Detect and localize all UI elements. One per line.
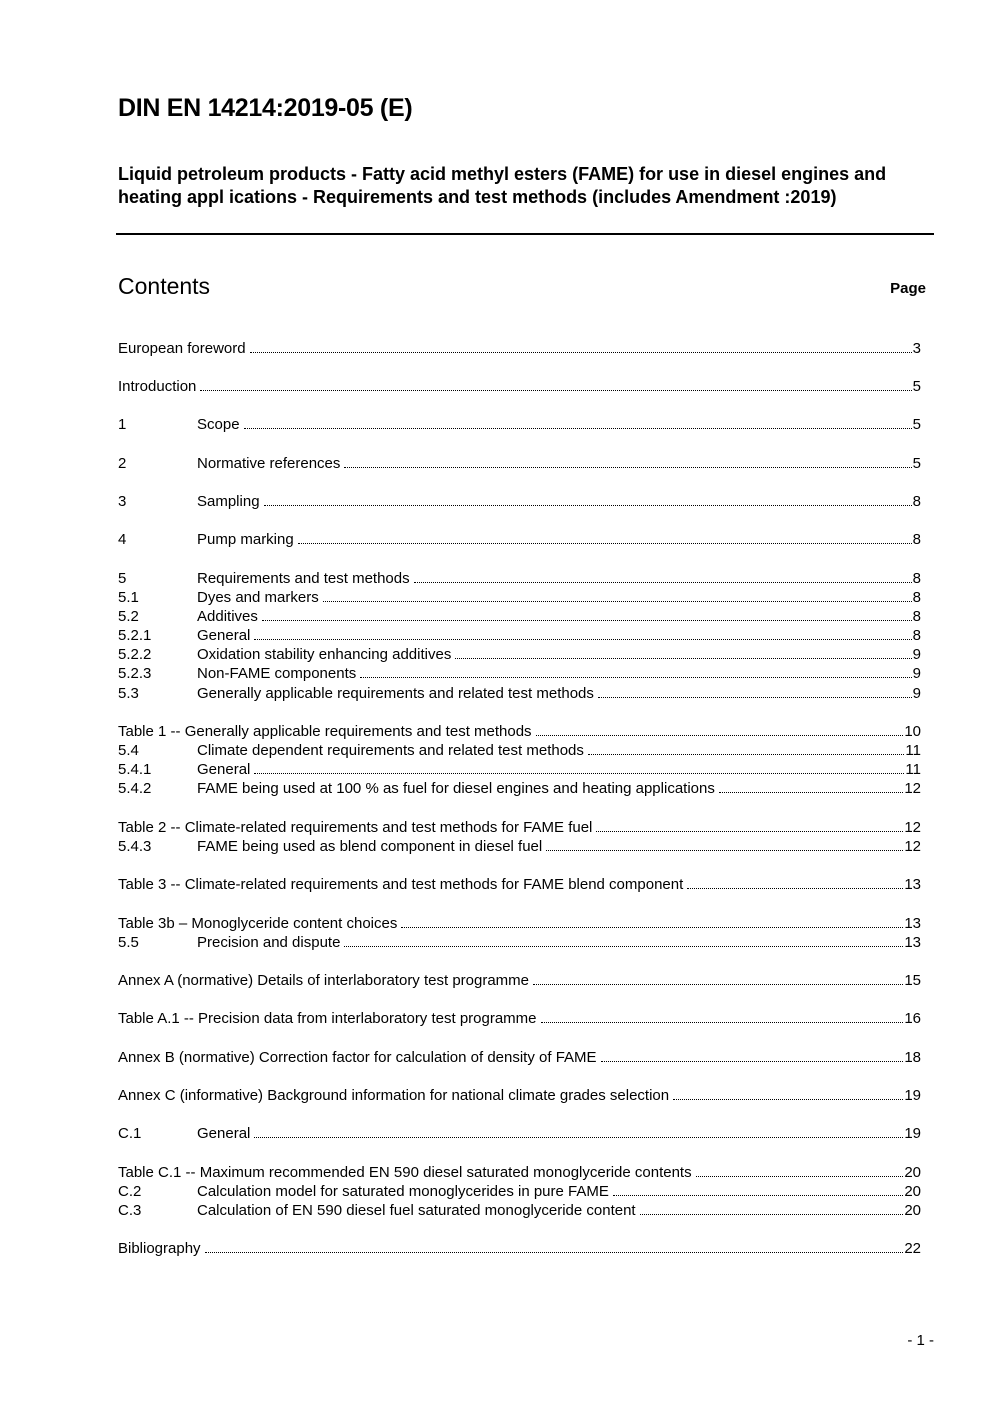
toc-dot-leader	[250, 339, 912, 353]
toc-entry-title: FAME being used at 100 % as fuel for diesel engines and heating applications	[197, 780, 715, 797]
document-title: Liquid petroleum products - Fatty acid methyl esters (FAME) for use in diesel engines and heating appl ications - Requirements and test methods (includes Amendment :2019)	[118, 164, 887, 207]
toc-entry[interactable]	[118, 914, 921, 933]
toc-entry-title: Table 3b – Monoglyceride content choices	[118, 915, 398, 932]
toc-dot-leader	[541, 1009, 904, 1023]
toc-entry-number: 4	[118, 531, 127, 548]
toc-entry[interactable]	[118, 415, 921, 434]
toc-entry-number: 3	[118, 493, 127, 510]
toc-entry-title: General	[197, 761, 251, 778]
toc-entry-page: 11	[905, 761, 921, 778]
toc-dot-leader	[205, 1239, 904, 1253]
toc-entry[interactable]	[118, 492, 921, 511]
toc-entry-title: Scope	[197, 416, 240, 433]
toc-entry-number: 5.2.3	[118, 665, 152, 682]
toc-entry-title: General	[197, 1125, 251, 1142]
toc-dot-leader	[588, 741, 905, 755]
toc-entry-number: 5.2.2	[118, 646, 152, 663]
toc-entry[interactable]	[118, 607, 921, 626]
toc-entry[interactable]	[118, 818, 921, 837]
toc-entry-number: 5.3	[118, 685, 139, 702]
toc-entry-title: European foreword	[118, 340, 246, 357]
toc-entry[interactable]	[118, 1201, 921, 1220]
toc-entry-title: Table A.1 -- Precision data from interlaboratory test programme	[118, 1010, 537, 1027]
toc-entry-page: 8	[912, 627, 921, 644]
toc-entry-page: 13	[904, 915, 921, 932]
toc-entry-page: 18	[904, 1049, 921, 1066]
toc-entry-title: Table 2 -- Climate-related requirements and test methods for FAME fuel	[118, 819, 593, 836]
toc-entry-number: 5.2	[118, 608, 139, 625]
toc-entry-title: Annex C (informative) Background information for national climate grades selection	[118, 1087, 670, 1104]
contents-heading: Contents	[118, 273, 211, 299]
toc-dot-leader	[598, 684, 912, 698]
toc-entry-page: 8	[912, 608, 921, 625]
toc-entry[interactable]	[118, 1124, 921, 1143]
toc-entry-page: 8	[912, 570, 921, 587]
toc-entry[interactable]	[118, 971, 921, 990]
toc-entry-title: Calculation model for saturated monoglycerides in pure FAME	[197, 1183, 609, 1200]
toc-entry-number: 5.2.1	[118, 627, 152, 644]
toc-entry-page: 8	[912, 493, 921, 510]
toc-entry-page: 20	[904, 1183, 921, 1200]
toc-entry[interactable]	[118, 684, 921, 703]
toc-entry-page: 9	[912, 665, 921, 682]
toc-entry-title: Generally applicable requirements and related test methods	[197, 685, 594, 702]
toc-entry-title: General	[197, 627, 251, 644]
toc-entry-title: Requirements and test methods	[197, 570, 410, 587]
toc-entry-title: Calculation of EN 590 diesel fuel saturated monoglyceride content	[197, 1202, 636, 1219]
toc-entry[interactable]	[118, 454, 921, 473]
toc-entry-page: 5	[912, 378, 921, 395]
toc-dot-leader	[533, 971, 903, 985]
toc-entry-page: 20	[904, 1202, 921, 1219]
toc-entry-page: 5	[912, 416, 921, 433]
toc-entry[interactable]	[118, 1086, 921, 1105]
toc-dot-leader	[414, 569, 912, 583]
toc-dot-leader	[344, 454, 911, 468]
toc-dot-leader	[401, 914, 903, 928]
toc-entry-title: Normative references	[197, 455, 341, 472]
toc-entry-page: 13	[904, 876, 921, 893]
toc-entry-number: 5.4	[118, 742, 139, 759]
toc-entry-page: 16	[904, 1010, 921, 1027]
toc-entry-page: 22	[904, 1240, 921, 1257]
toc-entry-page: 11	[905, 742, 921, 759]
toc-entry[interactable]	[118, 837, 921, 856]
toc-entry[interactable]	[118, 1182, 921, 1201]
toc-entry-title: Annex A (normative) Details of interlaboratory test programme	[118, 972, 530, 989]
toc-dot-leader	[455, 645, 911, 659]
toc-entry-number: 5.4.2	[118, 780, 152, 797]
toc-dot-leader	[719, 779, 903, 793]
toc-dot-leader	[254, 1124, 903, 1138]
toc-entry-page: 20	[904, 1164, 921, 1181]
toc-entry[interactable]	[118, 760, 921, 779]
toc-entry-number: 5.4.3	[118, 838, 152, 855]
toc-entry[interactable]	[118, 588, 921, 607]
toc-entry[interactable]	[118, 645, 921, 664]
toc-entry-number: 1	[118, 416, 127, 433]
toc-entry-number: C.3	[118, 1202, 142, 1219]
toc-entry[interactable]	[118, 626, 921, 645]
toc-entry-title: Dyes and markers	[197, 589, 319, 606]
toc-entry-page: 3	[912, 340, 921, 357]
toc-dot-leader	[673, 1086, 903, 1100]
toc-entry-number: C.2	[118, 1183, 142, 1200]
toc-entry[interactable]	[118, 339, 921, 358]
toc-entry-page: 12	[904, 838, 921, 855]
toc-entry-page: 19	[904, 1125, 921, 1142]
toc-dot-leader	[264, 492, 912, 506]
toc-entry-number: 2	[118, 455, 127, 472]
toc-entry-page: 19	[904, 1087, 921, 1104]
toc-dot-leader	[298, 530, 912, 544]
toc-entry-page: 12	[904, 780, 921, 797]
toc-entry-page: 8	[912, 531, 921, 548]
toc-entry[interactable]	[118, 779, 921, 798]
toc-dot-leader	[687, 875, 903, 889]
toc-dot-leader	[536, 722, 904, 736]
toc-entry[interactable]	[118, 1163, 921, 1182]
toc-entry-number: C.1	[118, 1125, 142, 1142]
toc-entry-title: Introduction	[118, 378, 197, 395]
toc-dot-leader	[323, 588, 912, 602]
toc-entry-title: Table 1 -- Generally applicable requirements and test methods	[118, 723, 532, 740]
toc-entry-title: Precision and dispute	[197, 934, 341, 951]
toc-dot-leader	[613, 1182, 903, 1196]
toc-entry-title: Non-FAME components	[197, 665, 357, 682]
title-underline	[116, 233, 934, 235]
toc-dot-leader	[254, 760, 904, 774]
toc-entry[interactable]	[118, 569, 921, 588]
toc-entry-number: 5.1	[118, 589, 139, 606]
toc-dot-leader	[546, 837, 903, 851]
toc-entry-page: 5	[912, 455, 921, 472]
toc-entry-title: Bibliography	[118, 1240, 201, 1257]
toc-dot-leader	[200, 377, 911, 391]
toc-entry-title: Sampling	[197, 493, 260, 510]
toc-entry-page: 9	[912, 685, 921, 702]
toc-entry-title: Climate dependent requirements and related test methods	[197, 742, 584, 759]
toc-dot-leader	[696, 1163, 904, 1177]
toc-entry[interactable]	[118, 722, 921, 741]
toc-entry-title: Oxidation stability enhancing additives	[197, 646, 452, 663]
toc-dot-leader	[601, 1048, 904, 1062]
toc-entry-page: 8	[912, 589, 921, 606]
toc-entry[interactable]	[118, 1239, 921, 1258]
page-column-label: Page	[890, 280, 926, 297]
toc-entry-page: 15	[904, 972, 921, 989]
toc-entry-title: FAME being used as blend component in diesel fuel	[197, 838, 543, 855]
toc-entry-title: Table 3 -- Climate-related requirements and test methods for FAME blend component	[118, 876, 684, 893]
toc-entry-title: Pump marking	[197, 531, 294, 548]
toc-entry[interactable]	[118, 1009, 921, 1028]
toc-entry[interactable]	[118, 741, 921, 760]
toc-entry[interactable]	[118, 933, 921, 952]
toc-entry-page: 12	[904, 819, 921, 836]
toc-entry[interactable]	[118, 664, 921, 683]
toc-dot-leader	[360, 664, 911, 678]
toc-entry-number: 5.5	[118, 934, 139, 951]
toc-dot-leader	[640, 1201, 904, 1215]
toc-entry[interactable]	[118, 530, 921, 549]
toc-entry[interactable]	[118, 1048, 921, 1067]
toc-entry[interactable]	[118, 377, 921, 396]
toc-entry-number: 5	[118, 570, 127, 587]
toc-entry-title: Table C.1 -- Maximum recommended EN 590 diesel saturated monoglyceride contents	[118, 1164, 692, 1181]
toc-dot-leader	[596, 818, 903, 832]
toc-entry-page: 13	[904, 934, 921, 951]
toc-entry-number: 5.4.1	[118, 761, 152, 778]
toc-dot-leader	[254, 626, 911, 640]
toc-dot-leader	[244, 415, 912, 429]
document-id: DIN EN 14214:2019-05 (E)	[118, 94, 413, 122]
toc-entry-title: Annex B (normative) Correction factor for calculation of density of FAME	[118, 1049, 597, 1066]
toc-entry-title: Additives	[197, 608, 258, 625]
toc-dot-leader	[344, 933, 903, 947]
toc-dot-leader	[262, 607, 912, 621]
toc-entry[interactable]	[118, 875, 921, 894]
page-number: - 1 -	[907, 1332, 934, 1349]
toc-entry-page: 9	[912, 646, 921, 663]
toc-entry-page: 10	[904, 723, 921, 740]
